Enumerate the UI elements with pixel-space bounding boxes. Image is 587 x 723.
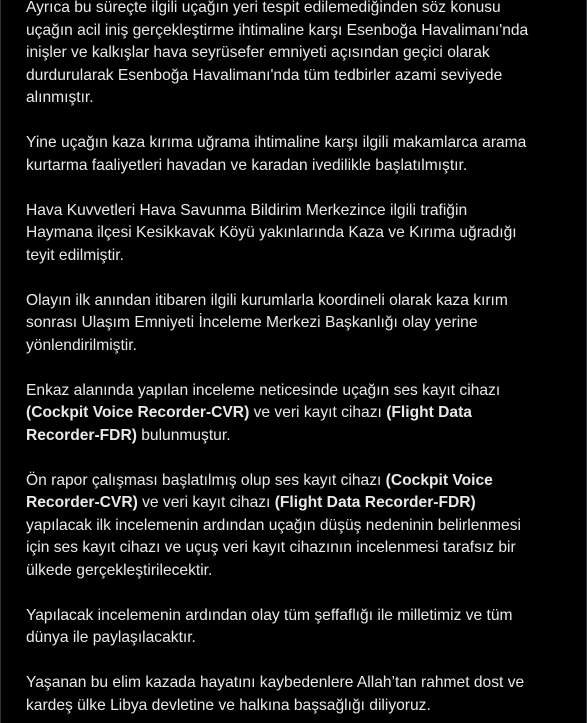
- text-segment: Hava Kuvvetleri Hava Savunma Bildirim Merkezince ilgili trafiğin Haymana ilçesi Kesikkavak Köyü yakınlarında Kaza ve Kırıma uğradığı teyit edilmiştir.: [26, 201, 517, 264]
- text-segment: bulunmuştur.: [136, 426, 231, 444]
- left-border-divider: [0, 0, 1, 723]
- post-paragraph: [26, 290, 571, 358]
- bold-text-segment: (Flight Data Recorder-FDR): [274, 494, 476, 511]
- post-paragraph: [26, 380, 571, 448]
- post-paragraph: [26, 200, 571, 268]
- text-segment: Ayrıca bu süreçte ilgili uçağın yeri tespit edilemediğinden söz konusu uçağın acil iniş gerçekleştirme ihtimaline karşı Esenboğa Havalimanı'nda inişler ve kalkışlar hava seyrüsefer emniyeti açısından geçici olarak durdurularak Esenboğa Havalimanı'nda tüm tedbirler azami seviyede alınmıştır.: [26, 0, 529, 106]
- text-segment: Olayın ilk anından itibaren ilgili kurumlarla koordineli olarak kaza kırım sonrası Ulaşım Emniyeti İnceleme Merkezi Başkanlığı olay yerine yönlendirilmiştir.: [26, 291, 508, 354]
- bold-text-segment: (Cockpit Voice Recorder-CVR): [26, 404, 250, 421]
- text-segment: ve veri kayıt cihazı: [249, 404, 387, 421]
- text-segment: yapılacak ilk incelemenin ardından uçağın düşüş nedeninin belirlenmesi için ses kayıt cihazı ve uçuş veri kayıt cihazının incelenmesi tarafsız bir ülkede gerçekleştirilecektir.: [26, 516, 521, 579]
- post-paragraph: [26, 132, 571, 177]
- text-segment: Yapılacak incelemenin ardından olay tüm şeffaflığı ile milletimiz ve tüm dünya ile paylaşılacaktır.: [26, 606, 513, 646]
- bold-text-segment: (Cockpit Voice Recorder-CVR): [26, 471, 493, 511]
- text-segment: ve veri kayıt cihazı: [137, 494, 275, 511]
- post-paragraph: [26, 470, 571, 583]
- text-segment: Yaşanan bu elim kazada hayatını kaybedenlere Allah’tan rahmet dost ve kardeş ülke Libya devletine ve halkına başsağlığı diliyoruz.: [26, 674, 525, 714]
- post-text: [26, 0, 571, 717]
- post-paragraph: [26, 0, 571, 110]
- post-paragraph: [26, 672, 571, 717]
- text-segment: Ön rapor çalışması başlatılmış olup ses kayıt cihazı: [26, 471, 386, 489]
- post-paragraph: [26, 605, 571, 650]
- text-segment: Enkaz alanında yapılan inceleme neticesinde uçağın ses kayıt cihazı: [26, 381, 501, 399]
- bold-text-segment: (Flight Data Recorder-FDR): [26, 404, 472, 444]
- text-segment: Yine uçağın kaza kırıma uğrama ihtimaline karşı ilgili makamlarca arama kurtarma faaliyetleri havadan ve karadan ivedilikle başlatılmıştır.: [26, 134, 527, 174]
